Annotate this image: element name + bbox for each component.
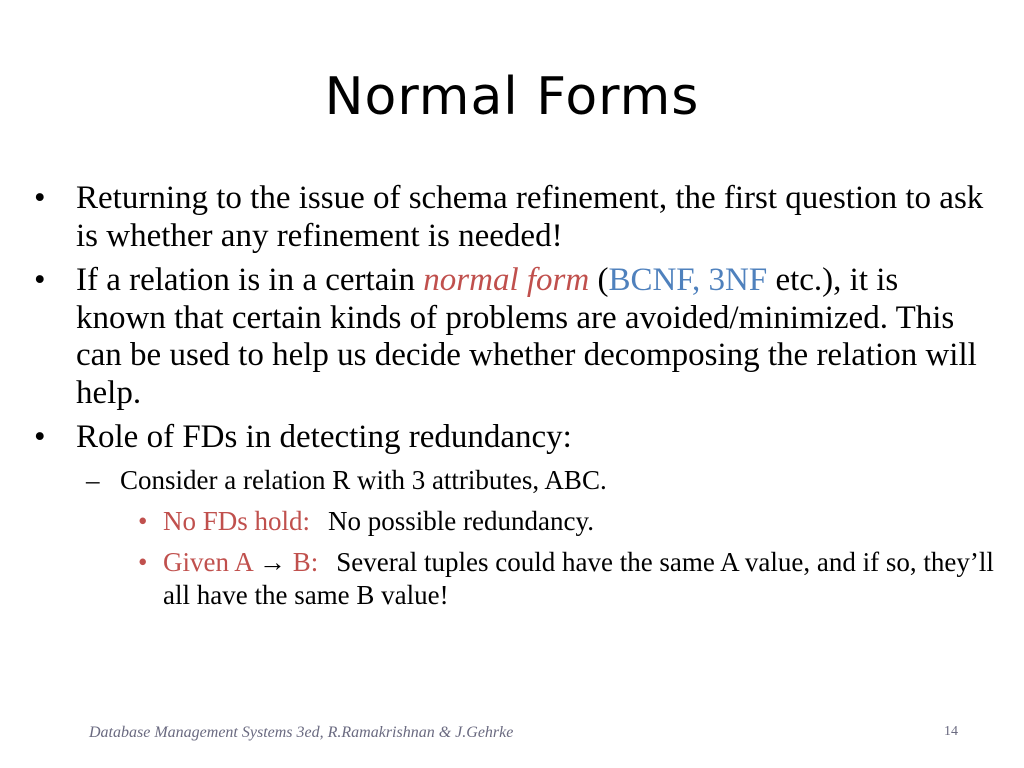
bullet-icon: •: [34, 419, 46, 455]
case-label-b: B:: [292, 546, 319, 577]
bullet-text-open: (: [589, 262, 609, 298]
bullet-text-pre: If a relation is in a certain: [76, 262, 424, 298]
bullet-icon: •: [138, 505, 148, 536]
slide-body: [34, 180, 994, 620]
bullet-item-role-of-fds: [34, 419, 994, 457]
bullet-icon: •: [138, 546, 148, 577]
page-number: 14: [944, 724, 958, 739]
dash-icon: –: [86, 464, 100, 495]
bullet-item-normal-form: [34, 262, 994, 412]
bullet-item-schema-refinement: [34, 180, 994, 255]
normal-form-names: BCNF, 3NF: [608, 262, 768, 298]
case-text: Several tuples could have the same A value, and if so, they’ll all have the same B value!: [163, 546, 994, 610]
sub-bullet-text: Consider a relation R with 3 attributes, ABC.: [120, 464, 607, 495]
sub-bullet-consider-relation: [86, 464, 994, 496]
sub-sub-bullet-given-a-b: [138, 546, 994, 612]
bullet-icon: •: [34, 180, 46, 216]
case-label-a: Given A: [163, 546, 253, 577]
bullet-text: Returning to the issue of schema refinement, the first question to ask is whether any refinement is needed!: [76, 180, 984, 254]
normal-form-term: normal form: [423, 262, 590, 298]
sub-sub-bullet-no-fds: [138, 505, 994, 538]
case-label: No FDs hold:: [163, 505, 311, 536]
bullet-text-post: etc.), it is known that certain kinds of problems are avoided/minimized. This can be used to help us decide whether decomposing the relation will help.: [76, 262, 977, 411]
bullet-icon: •: [34, 262, 46, 298]
case-text: No possible redundancy.: [328, 505, 594, 536]
arrow-icon: →: [259, 546, 287, 577]
slide-footer: Database Management Systems 3ed, R.Ramakrishnan & J.Gehrke: [89, 724, 514, 741]
bullet-text: Role of FDs in detecting redundancy:: [76, 419, 572, 455]
slide-title: Normal Forms: [324, 67, 700, 127]
